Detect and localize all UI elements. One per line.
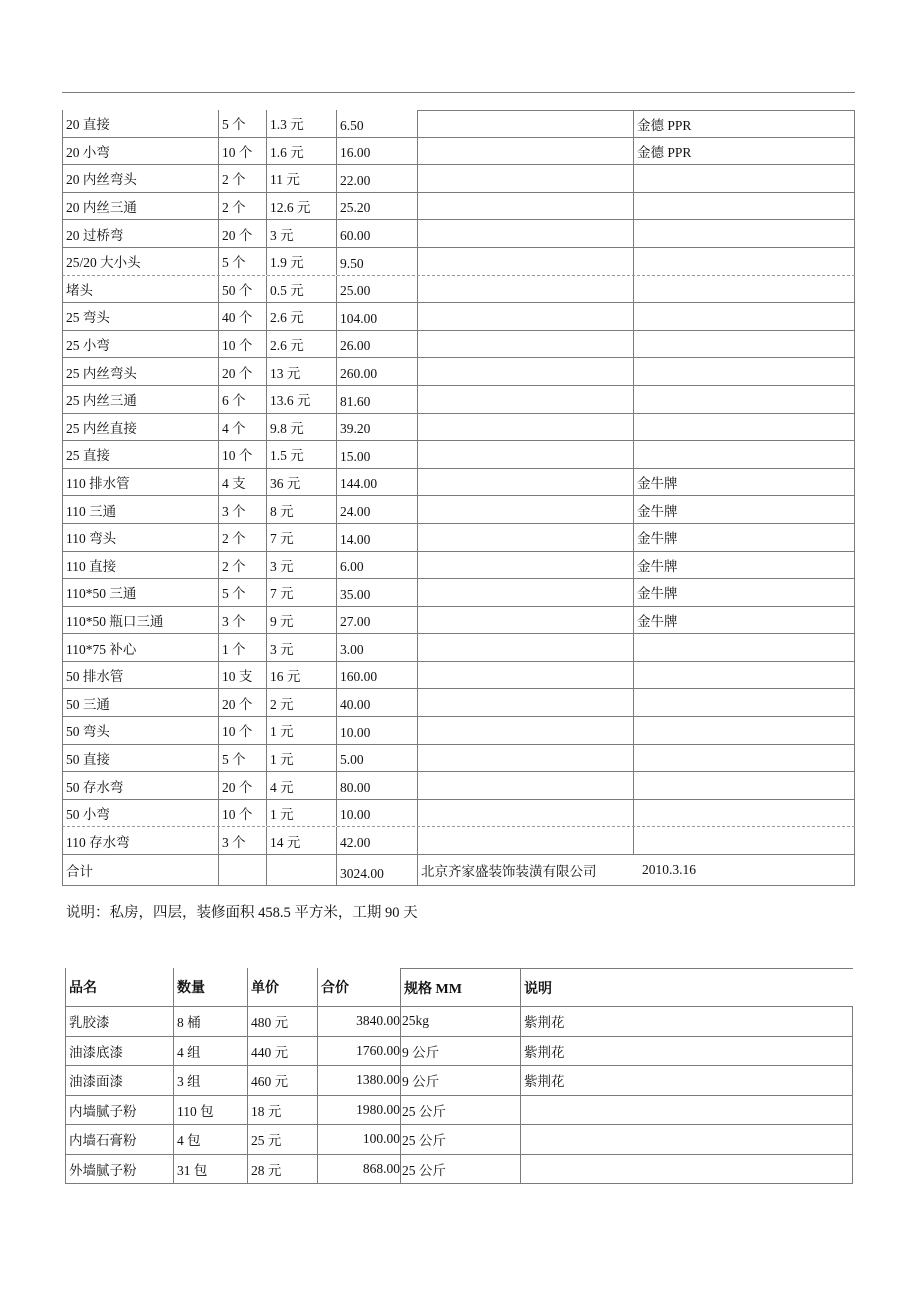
table-row [62, 496, 855, 524]
unit-price-cell: 2.6 元 [266, 331, 336, 358]
table-row [62, 634, 855, 662]
item-name-cell: 50 小弯 [62, 800, 218, 827]
brand-cell [633, 441, 855, 468]
spec-cell: 9 公斤 [400, 1037, 520, 1066]
page-break-rule [62, 92, 855, 93]
brand-cell [633, 386, 855, 413]
spec-cell: 25kg [400, 1007, 520, 1036]
quantity-cell: 6 个 [218, 386, 266, 413]
brand-cell: 金牛牌 [633, 607, 855, 634]
item-name-cell: 110*50 三通 [62, 579, 218, 606]
unit-price-cell: 14 元 [266, 827, 336, 854]
amount-cell: 9.50 [336, 248, 417, 275]
blank-cell [417, 827, 633, 854]
item-name-cell: 25 内丝弯头 [62, 358, 218, 385]
item-name-cell: 110 排水管 [62, 469, 218, 496]
blank-cell [417, 800, 633, 827]
table-row [62, 745, 855, 773]
amount-cell: 6.00 [336, 552, 417, 579]
unit-price-cell: 7 元 [266, 579, 336, 606]
spec-cell: 25 公斤 [400, 1125, 520, 1154]
item-name-cell: 50 直接 [62, 745, 218, 772]
amount-cell: 144.00 [336, 469, 417, 496]
table-row [62, 689, 855, 717]
total-cell: 1760.00 [317, 1037, 400, 1066]
company-date-cell [417, 855, 855, 885]
item-name-cell: 20 小弯 [62, 138, 218, 165]
quantity-cell: 10 支 [218, 662, 266, 689]
quantity-cell: 20 个 [218, 772, 266, 799]
quantity-cell: 3 个 [218, 827, 266, 854]
unit-price-cell: 2.6 元 [266, 303, 336, 330]
blank-cell [417, 303, 633, 330]
blank-cell [417, 552, 633, 579]
amount-cell: 10.00 [336, 800, 417, 827]
quantity-cell: 4 支 [218, 469, 266, 496]
table-row [62, 110, 855, 138]
table-row [62, 800, 855, 828]
amount-cell: 16.00 [336, 138, 417, 165]
brand-cell [633, 800, 855, 827]
brand-cell [633, 276, 855, 303]
quantity-cell: 8 桶 [173, 1007, 247, 1036]
brand-cell: 金德 PPR [633, 138, 855, 165]
unit-price-cell: 28 元 [247, 1155, 317, 1184]
quantity-cell: 110 包 [173, 1096, 247, 1125]
table-row [62, 552, 855, 580]
brand-cell [633, 634, 855, 661]
item-name-cell: 20 内丝弯头 [62, 165, 218, 192]
brand-cell [633, 745, 855, 772]
amount-cell: 104.00 [336, 303, 417, 330]
desc-cell: 紫荆花 [520, 1066, 853, 1095]
table-row [62, 358, 855, 386]
spec-cell: 25 公斤 [400, 1096, 520, 1125]
invoice-date: 2010.3.16 [642, 862, 696, 878]
quantity-cell: 5 个 [218, 745, 266, 772]
unit-price-cell: 13 元 [266, 358, 336, 385]
unit-price-cell: 18 元 [247, 1096, 317, 1125]
blank-cell [417, 220, 633, 247]
unit-price-cell: 12.6 元 [266, 193, 336, 220]
unit-price-cell: 8 元 [266, 496, 336, 523]
brand-cell: 金牛牌 [633, 552, 855, 579]
amount-cell: 15.00 [336, 441, 417, 468]
table-row [62, 772, 855, 800]
item-name-cell: 110 三通 [62, 496, 218, 523]
spec-cell: 25 公斤 [400, 1155, 520, 1184]
item-name-cell: 20 内丝三通 [62, 193, 218, 220]
amount-cell: 5.00 [336, 745, 417, 772]
blank-cell [417, 138, 633, 165]
product-cell: 内墙腻子粉 [65, 1096, 173, 1125]
unit-price-cell: 1 元 [266, 745, 336, 772]
blank-cell [218, 855, 266, 885]
blank-cell [417, 110, 633, 137]
spec-cell: 9 公斤 [400, 1066, 520, 1095]
amount-cell: 81.60 [336, 386, 417, 413]
product-cell: 油漆底漆 [65, 1037, 173, 1066]
brand-cell [633, 717, 855, 744]
brand-cell [633, 193, 855, 220]
table-row [65, 1007, 853, 1037]
unit-price-cell: 36 元 [266, 469, 336, 496]
quantity-cell: 3 个 [218, 496, 266, 523]
blank-cell [266, 855, 336, 885]
item-name-cell: 110 弯头 [62, 524, 218, 551]
item-name-cell: 110 直接 [62, 552, 218, 579]
blank-cell [417, 414, 633, 441]
item-name-cell: 50 排水管 [62, 662, 218, 689]
unit-price-cell: 25 元 [247, 1125, 317, 1154]
header-cell-spec: 规格 MM [400, 968, 520, 1006]
blank-cell [417, 496, 633, 523]
blank-cell [417, 662, 633, 689]
table-row [62, 386, 855, 414]
brand-cell [633, 358, 855, 385]
quantity-cell: 10 个 [218, 138, 266, 165]
unit-price-cell: 9.8 元 [266, 414, 336, 441]
item-name-cell: 25 直接 [62, 441, 218, 468]
total-cell: 1380.00 [317, 1066, 400, 1095]
unit-price-cell: 16 元 [266, 662, 336, 689]
unit-price-cell: 1.6 元 [266, 138, 336, 165]
quantity-cell: 20 个 [218, 358, 266, 385]
total-row [62, 855, 855, 886]
blank-cell [417, 524, 633, 551]
product-cell: 内墙石膏粉 [65, 1125, 173, 1154]
quantity-cell: 31 包 [173, 1155, 247, 1184]
quantity-cell: 10 个 [218, 717, 266, 744]
quantity-cell: 2 个 [218, 193, 266, 220]
unit-price-cell: 460 元 [247, 1066, 317, 1095]
table-row [62, 662, 855, 690]
amount-cell: 42.00 [336, 827, 417, 854]
quantity-cell: 1 个 [218, 634, 266, 661]
header-cell-quantity: 数量 [173, 968, 247, 1006]
item-name-cell: 110*50 瓶口三通 [62, 607, 218, 634]
item-name-cell: 25 弯头 [62, 303, 218, 330]
table-row [62, 441, 855, 469]
quantity-cell: 4 包 [173, 1125, 247, 1154]
table-row [62, 303, 855, 331]
unit-price-cell: 9 元 [266, 607, 336, 634]
quantity-cell: 10 个 [218, 441, 266, 468]
brand-cell [633, 414, 855, 441]
blank-cell [417, 469, 633, 496]
blank-cell [417, 248, 633, 275]
amount-cell: 22.00 [336, 165, 417, 192]
blank-cell [417, 358, 633, 385]
quantity-cell: 20 个 [218, 220, 266, 247]
unit-price-cell: 3 元 [266, 634, 336, 661]
brand-cell [633, 772, 855, 799]
amount-cell: 39.20 [336, 414, 417, 441]
item-name-cell: 20 过桥弯 [62, 220, 218, 247]
table-row [62, 165, 855, 193]
table-row [62, 469, 855, 497]
desc-cell: 紫荆花 [520, 1007, 853, 1036]
brand-cell [633, 220, 855, 247]
quantity-cell: 2 个 [218, 552, 266, 579]
blank-cell [417, 772, 633, 799]
desc-cell [520, 1155, 853, 1184]
item-name-cell: 50 三通 [62, 689, 218, 716]
unit-price-cell: 440 元 [247, 1037, 317, 1066]
table-row [62, 248, 855, 276]
total-cell: 1980.00 [317, 1096, 400, 1125]
amount-cell: 160.00 [336, 662, 417, 689]
unit-price-cell: 1.9 元 [266, 248, 336, 275]
header-cell-total: 合价 [317, 968, 400, 1006]
brand-cell [633, 331, 855, 358]
quantity-cell: 4 组 [173, 1037, 247, 1066]
table-row [62, 414, 855, 442]
amount-cell: 260.00 [336, 358, 417, 385]
brand-cell [633, 248, 855, 275]
blank-cell [417, 745, 633, 772]
quantity-cell: 5 个 [218, 579, 266, 606]
blank-cell [417, 607, 633, 634]
brand-cell: 金牛牌 [633, 579, 855, 606]
amount-cell: 25.00 [336, 276, 417, 303]
quantity-cell: 5 个 [218, 110, 266, 137]
unit-price-cell: 3 元 [266, 220, 336, 247]
table-row [62, 717, 855, 745]
unit-price-cell: 13.6 元 [266, 386, 336, 413]
table-row [65, 1155, 853, 1185]
unit-price-cell: 2 元 [266, 689, 336, 716]
item-name-cell: 20 直接 [62, 110, 218, 137]
item-name-cell: 50 弯头 [62, 717, 218, 744]
unit-price-cell: 7 元 [266, 524, 336, 551]
table-row [62, 331, 855, 359]
table-row [62, 827, 855, 855]
total-label-cell: 合计 [62, 855, 218, 885]
total-amount-cell: 3024.00 [336, 855, 417, 885]
header-cell-note: 说明 [520, 968, 853, 1006]
brand-cell: 金德 PPR [633, 110, 855, 137]
brand-cell: 金牛牌 [633, 496, 855, 523]
item-name-cell: 25/20 大小头 [62, 248, 218, 275]
blank-cell [417, 717, 633, 744]
total-cell: 100.00 [317, 1125, 400, 1154]
plumbing-materials-table [62, 110, 855, 886]
table-row [62, 220, 855, 248]
brand-cell [633, 689, 855, 716]
amount-cell: 35.00 [336, 579, 417, 606]
blank-cell [417, 689, 633, 716]
header-row [65, 968, 853, 1007]
quantity-cell: 2 个 [218, 524, 266, 551]
table-row [62, 193, 855, 221]
amount-cell: 24.00 [336, 496, 417, 523]
quantity-cell: 3 个 [218, 607, 266, 634]
amount-cell: 25.20 [336, 193, 417, 220]
amount-cell: 27.00 [336, 607, 417, 634]
blank-cell [417, 276, 633, 303]
desc-cell [520, 1096, 853, 1125]
product-cell: 外墙腻子粉 [65, 1155, 173, 1184]
item-name-cell: 25 内丝直接 [62, 414, 218, 441]
amount-cell: 60.00 [336, 220, 417, 247]
amount-cell: 14.00 [336, 524, 417, 551]
table-row [62, 607, 855, 635]
table-row [65, 1096, 853, 1126]
table-row [62, 276, 855, 304]
amount-cell: 40.00 [336, 689, 417, 716]
unit-price-cell: 0.5 元 [266, 276, 336, 303]
quantity-cell: 5 个 [218, 248, 266, 275]
quantity-cell: 2 个 [218, 165, 266, 192]
brand-cell: 金牛牌 [633, 524, 855, 551]
unit-price-cell: 1.5 元 [266, 441, 336, 468]
quantity-cell: 10 个 [218, 331, 266, 358]
company-name: 北京齐家盛装饰装潢有限公司 [421, 864, 597, 880]
blank-cell [417, 386, 633, 413]
unit-price-cell: 1.3 元 [266, 110, 336, 137]
item-name-cell: 25 内丝三通 [62, 386, 218, 413]
table-row [65, 1125, 853, 1155]
quantity-cell: 20 个 [218, 689, 266, 716]
unit-price-cell: 11 元 [266, 165, 336, 192]
blank-cell [417, 579, 633, 606]
desc-cell [520, 1125, 853, 1154]
amount-cell: 26.00 [336, 331, 417, 358]
blank-cell [417, 634, 633, 661]
blank-cell [417, 165, 633, 192]
item-name-cell: 110 存水弯 [62, 827, 218, 854]
amount-cell: 3.00 [336, 634, 417, 661]
unit-price-cell: 1 元 [266, 717, 336, 744]
header-cell-product: 品名 [65, 968, 173, 1006]
blank-cell [417, 441, 633, 468]
paint-materials-table [65, 968, 853, 1184]
unit-price-cell: 4 元 [266, 772, 336, 799]
project-note: 说明：私房，四层，装修面积 458.5 平方米，工期 90 天 [66, 905, 418, 921]
table-row [65, 1066, 853, 1096]
product-cell: 乳胶漆 [65, 1007, 173, 1036]
item-name-cell: 110*75 补心 [62, 634, 218, 661]
item-name-cell: 25 小弯 [62, 331, 218, 358]
brand-cell [633, 165, 855, 192]
table-row [62, 579, 855, 607]
quantity-cell: 10 个 [218, 800, 266, 827]
brand-cell [633, 662, 855, 689]
item-name-cell: 堵头 [62, 276, 218, 303]
amount-cell: 10.00 [336, 717, 417, 744]
blank-cell [417, 331, 633, 358]
unit-price-cell: 480 元 [247, 1007, 317, 1036]
unit-price-cell: 1 元 [266, 800, 336, 827]
item-name-cell: 50 存水弯 [62, 772, 218, 799]
quantity-cell: 50 个 [218, 276, 266, 303]
amount-cell: 6.50 [336, 110, 417, 137]
table-row [65, 1037, 853, 1067]
brand-cell [633, 827, 855, 854]
total-cell: 868.00 [317, 1155, 400, 1184]
header-cell-unit-price: 单价 [247, 968, 317, 1006]
blank-cell [417, 193, 633, 220]
product-cell: 油漆面漆 [65, 1066, 173, 1095]
total-cell: 3840.00 [317, 1007, 400, 1036]
unit-price-cell: 3 元 [266, 552, 336, 579]
brand-cell: 金牛牌 [633, 469, 855, 496]
quantity-cell: 3 组 [173, 1066, 247, 1095]
quantity-cell: 40 个 [218, 303, 266, 330]
brand-cell [633, 303, 855, 330]
quantity-cell: 4 个 [218, 414, 266, 441]
amount-cell: 80.00 [336, 772, 417, 799]
table-row [62, 138, 855, 166]
table-row [62, 524, 855, 552]
desc-cell: 紫荆花 [520, 1037, 853, 1066]
